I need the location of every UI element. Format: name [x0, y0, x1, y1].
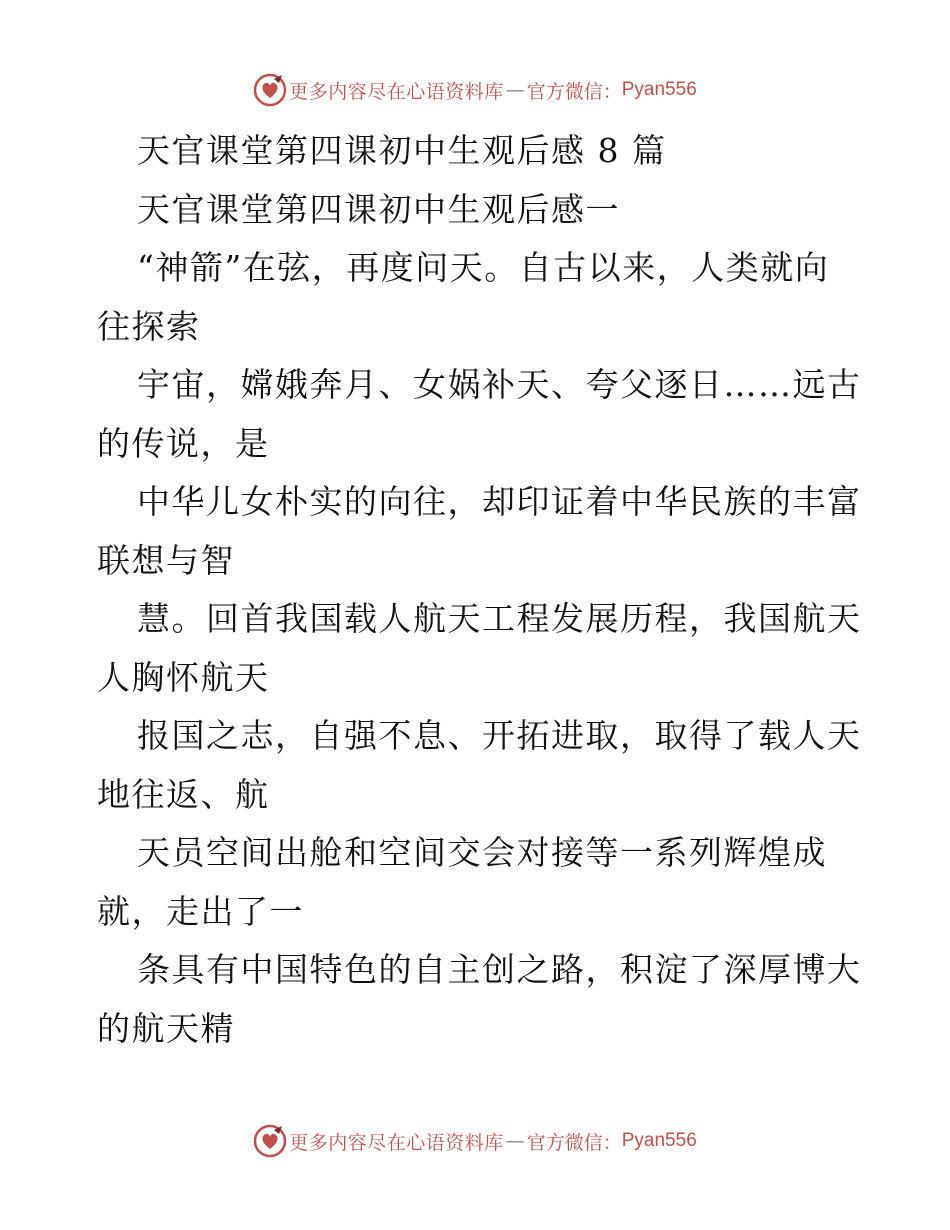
banner-wechat-label: 官方微信：	[526, 1131, 622, 1154]
paragraph-line: 报国之志，自强不息、开拓进取，取得了载人天	[137, 716, 862, 755]
paragraph-line: “神箭”在弦，再度问天。自古以来，人类就向	[137, 248, 830, 287]
header-banner	[0, 70, 950, 110]
banner-wechat-id: Pyan556	[621, 79, 697, 100]
paragraph-line: 往探索	[97, 306, 201, 346]
paragraph-line: 条具有中国特色的自主创之路，积淀了深厚博大	[137, 950, 862, 989]
banner-wechat-id: Pyan556	[621, 1130, 697, 1151]
paragraph-line: 联想与智	[97, 540, 235, 580]
paragraph-line: 宇宙，嫦娥奔月、女娲补天、夸父逐日……远古	[137, 365, 862, 404]
banner-title: 更多内容尽在心语资料库	[289, 80, 504, 103]
banner-wechat-label: 官方微信：	[526, 80, 622, 103]
paragraph-line: 天员空间出舱和空间交会对接等一系列辉煌成	[137, 833, 827, 872]
heart-pen-logo-icon	[253, 1124, 287, 1158]
document-title: 天官课堂第四课初中生观后感 8 篇	[137, 131, 667, 170]
document-body	[97, 122, 862, 1058]
banner-separator: —	[505, 79, 525, 101]
paragraph-line: 的航天精	[97, 1008, 235, 1048]
banner-title: 更多内容尽在心语资料库	[289, 1131, 504, 1154]
paragraph-line: 中华儿女朴实的向往，却印证着中华民族的丰富	[137, 482, 862, 521]
paragraph-line: 慧。回首我国载人航天工程发展历程，我国航天	[137, 599, 862, 638]
paragraph-line: 的传说，是	[97, 423, 270, 463]
paragraph-line: 人胸怀航天	[97, 657, 270, 697]
banner-content	[253, 73, 697, 107]
document-subtitle: 天官课堂第四课初中生观后感一	[137, 189, 620, 229]
banner-separator: —	[505, 1130, 525, 1152]
heart-pen-logo-icon	[253, 73, 287, 107]
paragraph-line: 地往返、航	[97, 774, 270, 814]
banner-content	[253, 1124, 697, 1158]
paragraph-line: 就，走出了一	[97, 891, 304, 931]
footer-banner	[0, 1121, 950, 1161]
